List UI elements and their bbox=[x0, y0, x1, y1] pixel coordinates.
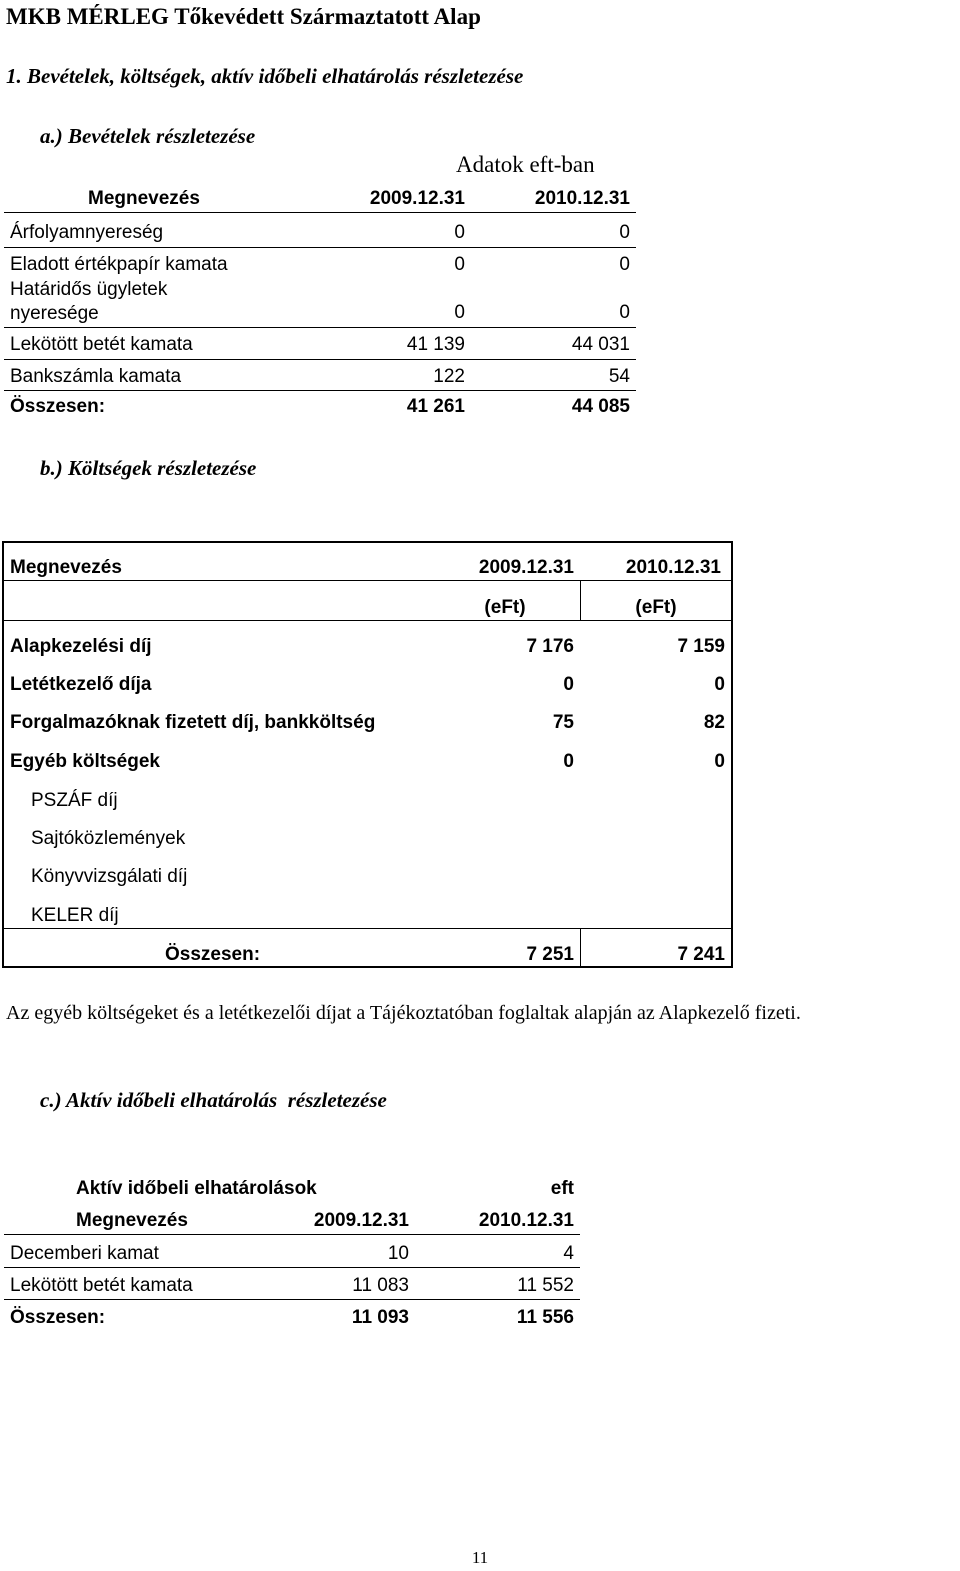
row-rule bbox=[4, 247, 636, 248]
sub-row-label: Könyvvizsgálati díj bbox=[31, 866, 188, 887]
row-label: Lekötött betét kamata bbox=[10, 334, 193, 355]
sub-row-label: KELER díj bbox=[31, 905, 119, 926]
row-label: Határidős ügyletek nyeresége bbox=[10, 279, 168, 324]
row-rule bbox=[4, 1299, 580, 1300]
costs-unit-2010: (eFt) bbox=[635, 597, 677, 618]
costs-heading: b.) Költségek részletezése bbox=[40, 456, 257, 480]
row-value-2010: 44 031 bbox=[571, 334, 630, 355]
row-value-2009: 0 bbox=[563, 751, 574, 772]
row-label: Alapkezelési díj bbox=[10, 636, 152, 657]
document-title: MKB MÉRLEG Tőkevédett Származtatott Alap bbox=[6, 4, 481, 29]
costs-bottom-border bbox=[2, 966, 733, 968]
costs-right-border bbox=[731, 541, 733, 968]
total-value-2009: 41 261 bbox=[406, 396, 465, 417]
total-value-2009: 11 093 bbox=[351, 1307, 409, 1328]
row-label: Egyéb költségek bbox=[10, 751, 160, 772]
row-label: Forgalmazóknak fizetett díj, bankköltség bbox=[10, 712, 376, 733]
row-value-2009: 122 bbox=[433, 366, 465, 387]
total-value-2009: 7 251 bbox=[526, 944, 574, 965]
accruals-heading: c.) Aktív időbeli elhatárolás részletezése bbox=[40, 1088, 387, 1112]
row-rule bbox=[4, 359, 636, 360]
row-value-2010: 0 bbox=[714, 674, 725, 695]
costs-top-border bbox=[2, 541, 733, 543]
income-col-2009: 2009.12.31 bbox=[369, 188, 465, 209]
costs-total-rule bbox=[2, 928, 733, 929]
costs-header-rule bbox=[2, 580, 733, 581]
costs-col-2010: 2010.12.31 bbox=[625, 557, 721, 578]
costs-unit-2009: (eFt) bbox=[484, 597, 526, 618]
row-label: Letétkezelő díja bbox=[10, 674, 152, 695]
row-value-2010: 11 552 bbox=[517, 1275, 574, 1296]
section-heading: 1. Bevételek, költségek, aktív időbeli elhatárolás részletezése bbox=[6, 64, 524, 88]
costs-col-2009: 2009.12.31 bbox=[478, 557, 574, 578]
row-value-2010: 0 bbox=[619, 222, 630, 243]
income-col-2010: 2010.12.31 bbox=[534, 188, 630, 209]
row-rule bbox=[4, 327, 636, 328]
row-value-2009: 41 139 bbox=[406, 334, 465, 355]
row-value-2009: 0 bbox=[454, 222, 465, 243]
costs-col-divider bbox=[580, 928, 581, 968]
row-value-2009: 7 176 bbox=[526, 636, 574, 657]
accruals-caption: Aktív időbeli elhatárolások bbox=[76, 1178, 317, 1199]
costs-units-rule bbox=[2, 620, 733, 621]
total-label: Összesen: bbox=[10, 396, 106, 417]
accruals-col-2009: 2009.12.31 bbox=[313, 1210, 409, 1231]
costs-left-border bbox=[2, 541, 4, 968]
costs-note: Az egyéb költségeket és a letétkezelői díjat a Tájékoztatóban foglaltak alapján az Alapkezelő fizeti. bbox=[6, 1002, 801, 1024]
income-header-rule bbox=[4, 212, 636, 213]
row-label: Decemberi kamat bbox=[10, 1243, 159, 1264]
row-value-2010: 4 bbox=[563, 1243, 574, 1264]
row-label: Bankszámla kamata bbox=[10, 366, 182, 387]
costs-col-name: Megnevezés bbox=[10, 557, 122, 578]
total-value-2010: 44 085 bbox=[571, 396, 630, 417]
row-value-2009: 75 bbox=[552, 712, 574, 733]
row-rule bbox=[4, 1267, 580, 1268]
total-label: Összesen: bbox=[10, 1307, 106, 1328]
income-unit-note: Adatok eft-ban bbox=[456, 152, 595, 177]
sub-row-label: PSZÁF díj bbox=[31, 790, 118, 811]
row-value-2009: 0 bbox=[454, 254, 465, 275]
page-number: 11 bbox=[471, 1548, 489, 1567]
accruals-header-rule bbox=[4, 1234, 580, 1235]
row-label: Lekötött betét kamata bbox=[10, 1275, 193, 1296]
row-label: Árfolyamnyereség bbox=[10, 222, 164, 243]
income-col-name: Megnevezés bbox=[88, 188, 200, 209]
sub-row-label: Sajtóközlemények bbox=[31, 828, 186, 849]
total-value-2010: 7 241 bbox=[677, 944, 725, 965]
row-value-2009: 11 083 bbox=[352, 1275, 409, 1296]
accruals-col-2010: 2010.12.31 bbox=[478, 1210, 574, 1231]
income-heading: a.) Bevételek részletezése bbox=[40, 124, 256, 148]
row-label: Eladott értékpapír kamata bbox=[10, 254, 228, 275]
accruals-col-name: Megnevezés bbox=[76, 1210, 188, 1231]
row-value-2009: 0 bbox=[454, 302, 465, 323]
row-rule bbox=[4, 390, 636, 391]
row-value-2009: 0 bbox=[563, 674, 574, 695]
row-value-2010: 0 bbox=[714, 751, 725, 772]
row-value-2009: 10 bbox=[387, 1243, 409, 1264]
row-value-2010: 0 bbox=[619, 254, 630, 275]
total-label: Összesen: bbox=[165, 944, 261, 965]
row-value-2010: 54 bbox=[608, 366, 630, 387]
row-value-2010: 7 159 bbox=[677, 636, 725, 657]
accruals-unit: eft bbox=[550, 1178, 574, 1199]
row-value-2010: 82 bbox=[703, 712, 725, 733]
row-value-2010: 0 bbox=[619, 302, 630, 323]
total-value-2010: 11 556 bbox=[516, 1307, 574, 1328]
